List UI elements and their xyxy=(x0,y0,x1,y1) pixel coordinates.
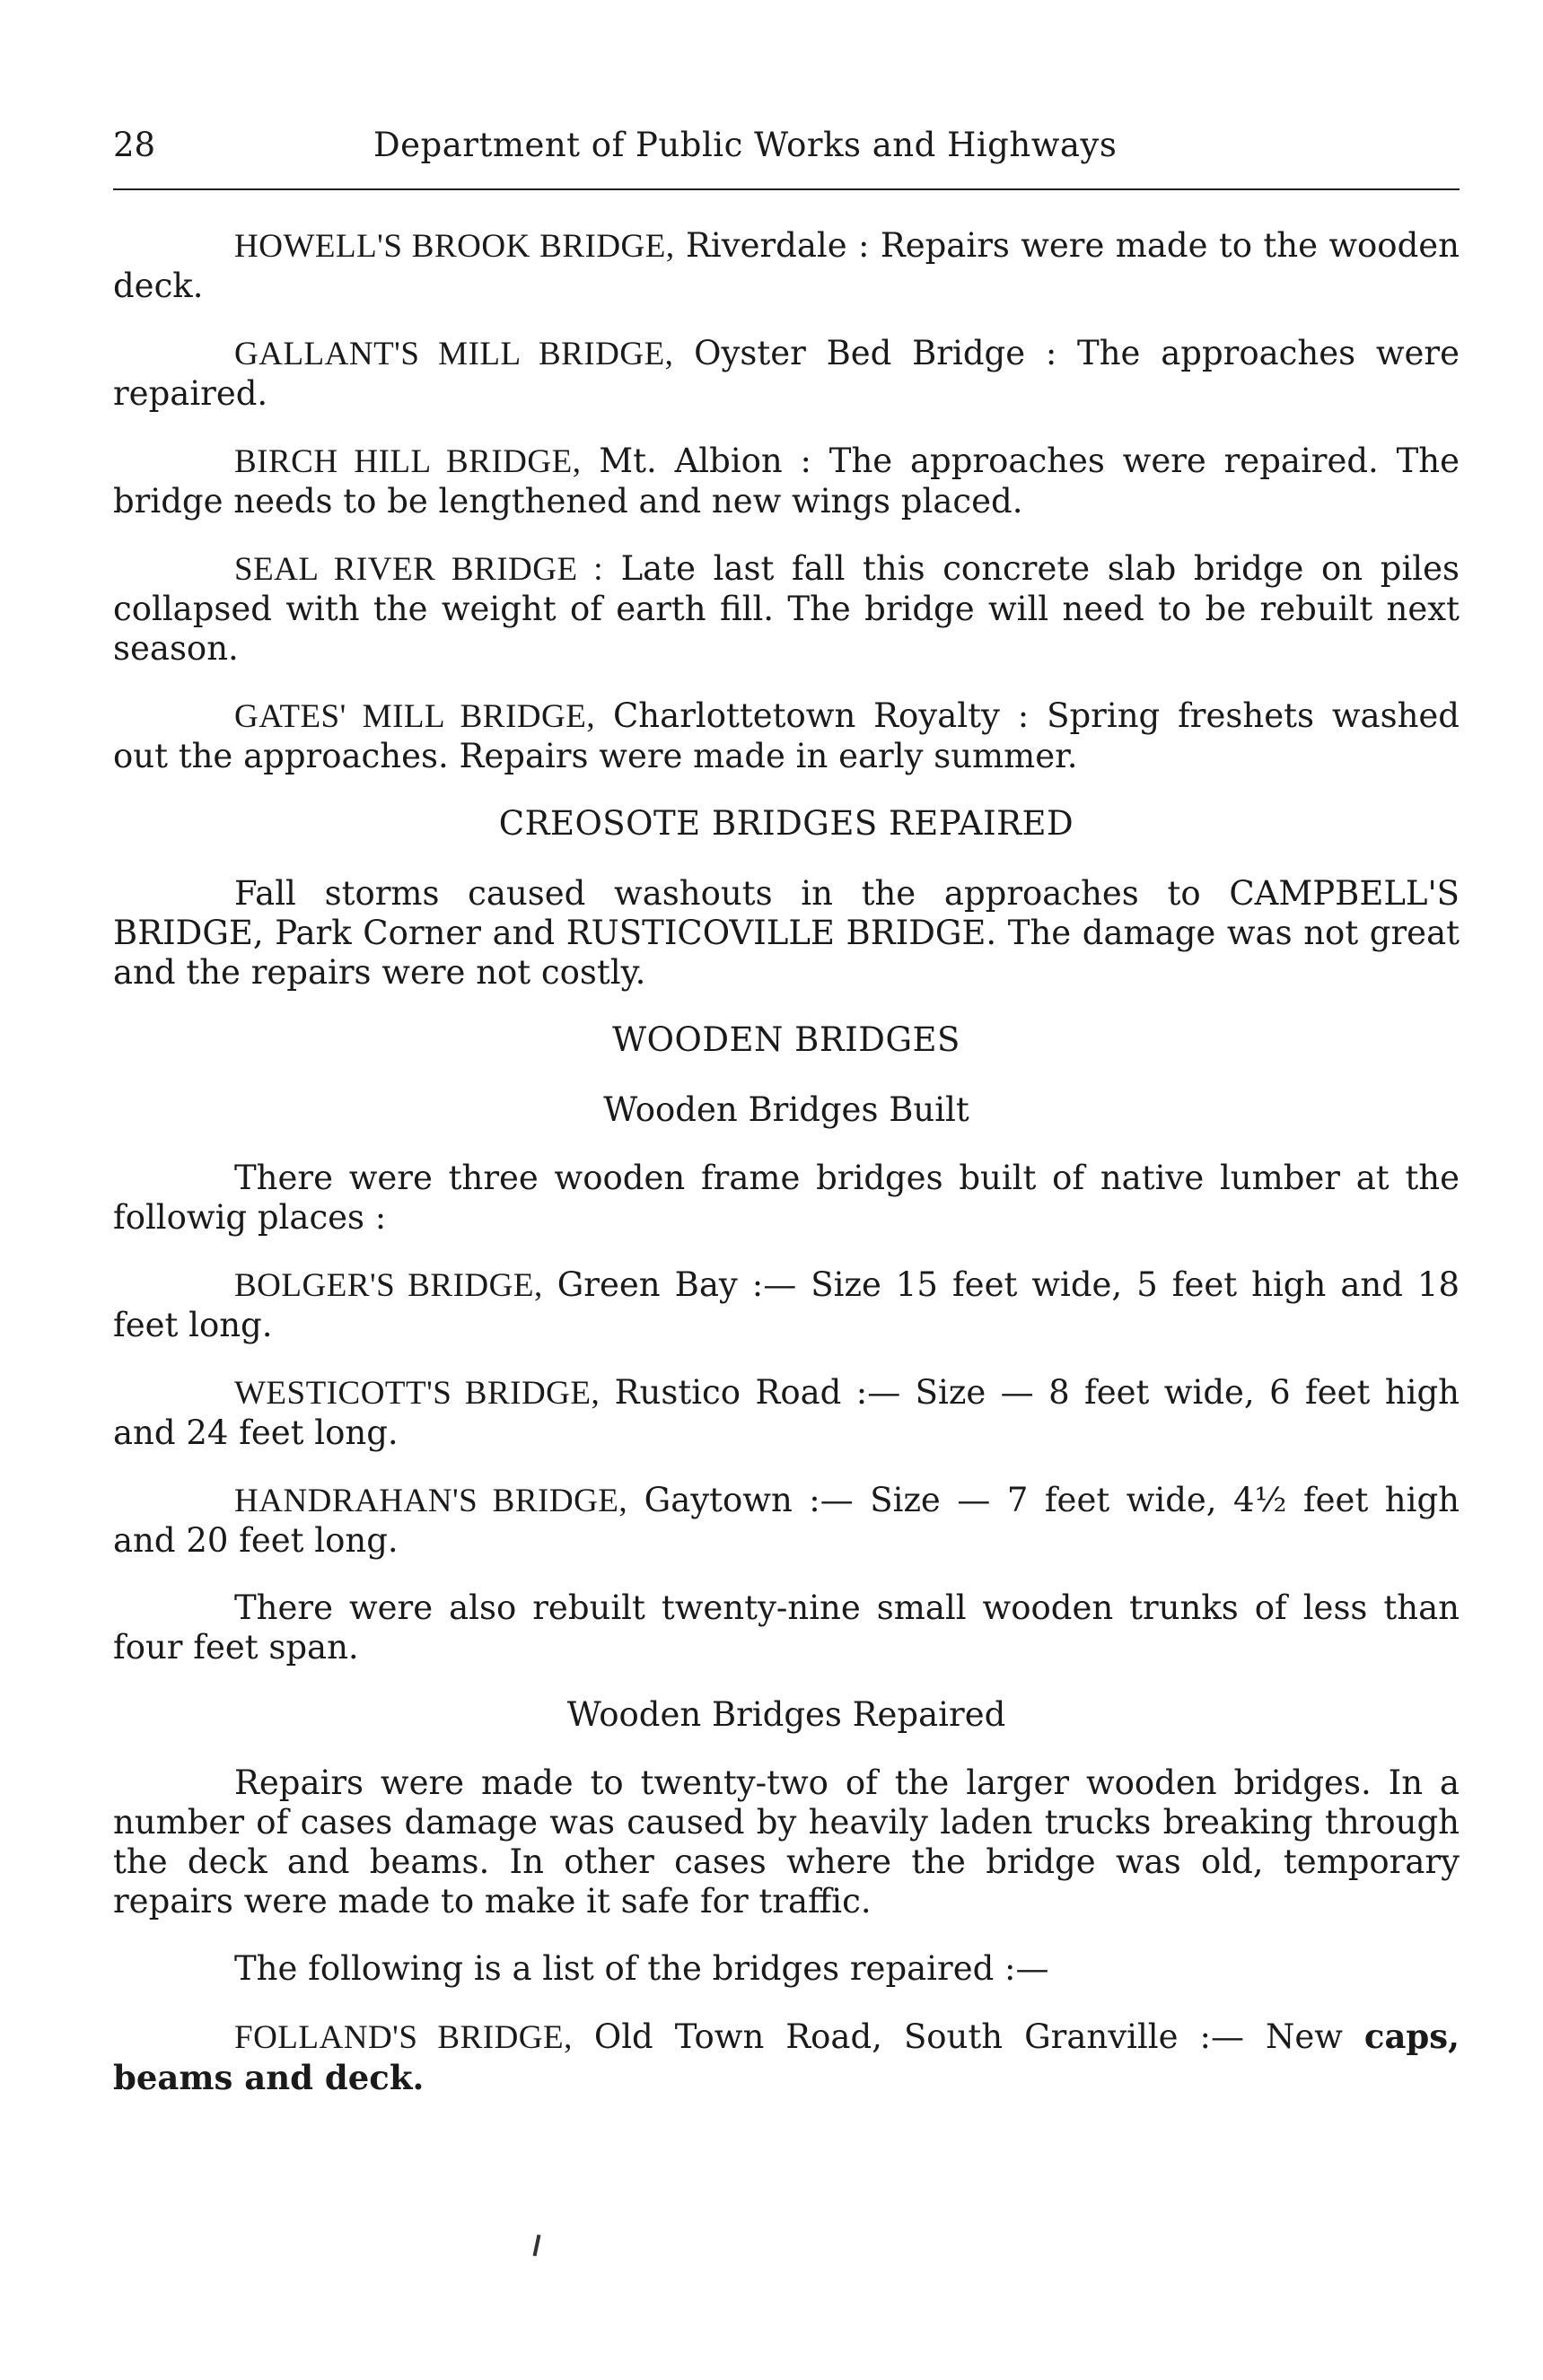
paragraph-text: Rustico Road :— Size — 8 feet wide, 6 feet high and 24 feet long. xyxy=(113,1373,1460,1452)
page-number: 28 xyxy=(113,126,156,164)
paragraph-text: Green Bay :— Size 15 feet wide, 5 feet high and 18 feet long. xyxy=(113,1265,1460,1344)
paragraph-gates-mill-bridge xyxy=(113,696,1460,776)
paragraph-list-intro: The following is a list of the bridges repaired :— xyxy=(234,1949,1049,1988)
bridge-name: FOLLAND'S BRIDGE, xyxy=(234,2019,573,2056)
paragraph-wooden-trunks: There were also rebuilt twenty-nine small wooden trunks of less than four feet span. xyxy=(113,1588,1460,1667)
paragraph-built-intro: There were three wooden frame bridges built of native lumber at the followig places : xyxy=(113,1159,1460,1237)
bridge-name: HANDRAHAN'S BRIDGE, xyxy=(234,1483,628,1519)
bridge-name: SEAL RIVER BRIDGE : xyxy=(234,551,603,588)
section-heading-creosote: CREOSOTE BRIDGES REPAIRED xyxy=(498,804,1074,843)
subheading-wooden-bridges-repaired: Wooden Bridges Repaired xyxy=(566,1695,1006,1734)
paragraph-howells-brook-bridge xyxy=(113,226,1460,306)
paragraph-bold-tail: caps, beams and deck. xyxy=(113,2017,1460,2097)
paragraph-text: Riverdale : Repairs were made to the wooden deck. xyxy=(113,226,1460,305)
paragraph-text: Old Town Road, South Granville :— New xyxy=(572,2017,1364,2056)
ink-mark xyxy=(533,2235,541,2256)
page-header xyxy=(113,126,1460,171)
paragraph-birch-hill-bridge xyxy=(113,442,1460,521)
bridge-name: BIRCH HILL BRIDGE, xyxy=(234,443,582,480)
bridge-name: HOWELL'S BROOK BRIDGE, xyxy=(234,228,675,265)
paragraph-follands-bridge xyxy=(113,2017,1460,2098)
bridge-name: GATES' MILL BRIDGE, xyxy=(234,698,596,735)
bridge-name: WESTICOTT'S BRIDGE, xyxy=(234,1375,601,1412)
paragraph-creosote: Fall storms caused washouts in the approaches to CAMPBELL'S BRIDGE, Park Corner and RUSTICOVILLE BRIDGE. The damage was not great and the repairs were not costly. xyxy=(113,874,1460,992)
document-page xyxy=(113,126,1460,2097)
paragraph-bolgers-bridge xyxy=(113,1265,1460,1345)
header-rule xyxy=(113,188,1460,190)
paragraph-westicotts-bridge xyxy=(113,1373,1460,1453)
bridge-name: BOLGER'S BRIDGE, xyxy=(234,1267,543,1304)
paragraph-repaired: Repairs were made to twenty-two of the larger wooden bridges. In a number of cases damage was caused by heavily laden trucks breaking through the deck and beams. In other cases where the bridge was old, temporary repairs were made to make it safe for traffic. xyxy=(113,1763,1460,1921)
bridge-name: GALLANT'S MILL BRIDGE, xyxy=(234,336,674,372)
paragraph-text: Gaytown :— Size — 7 feet wide, 4½ feet high and 20 feet long. xyxy=(113,1481,1460,1560)
running-head: Department of Public Works and Highways xyxy=(373,126,1118,164)
paragraph-text: Mt. Albion : The approaches were repaired. The bridge needs to be lengthened and new wings placed. xyxy=(113,442,1460,521)
paragraph-text: Late last fall this concrete slab bridge on piles collapsed with the weight of earth fill. The bridge will need to be rebuilt next season. xyxy=(113,549,1460,668)
page-body xyxy=(113,226,1460,2126)
paragraph-handrahans-bridge xyxy=(113,1481,1460,1561)
paragraph-gallants-mill-bridge xyxy=(113,334,1460,414)
paragraph-text: Charlottetown Royalty : Spring freshets washed out the approaches. Repairs were made in early summer. xyxy=(113,696,1460,775)
section-heading-wooden-bridges: WOODEN BRIDGES xyxy=(612,1020,960,1059)
subheading-wooden-bridges-built: Wooden Bridges Built xyxy=(603,1090,969,1129)
paragraph-seal-river-bridge xyxy=(113,549,1460,669)
paragraph-text: Oyster Bed Bridge : The approaches were repaired. xyxy=(113,334,1460,413)
